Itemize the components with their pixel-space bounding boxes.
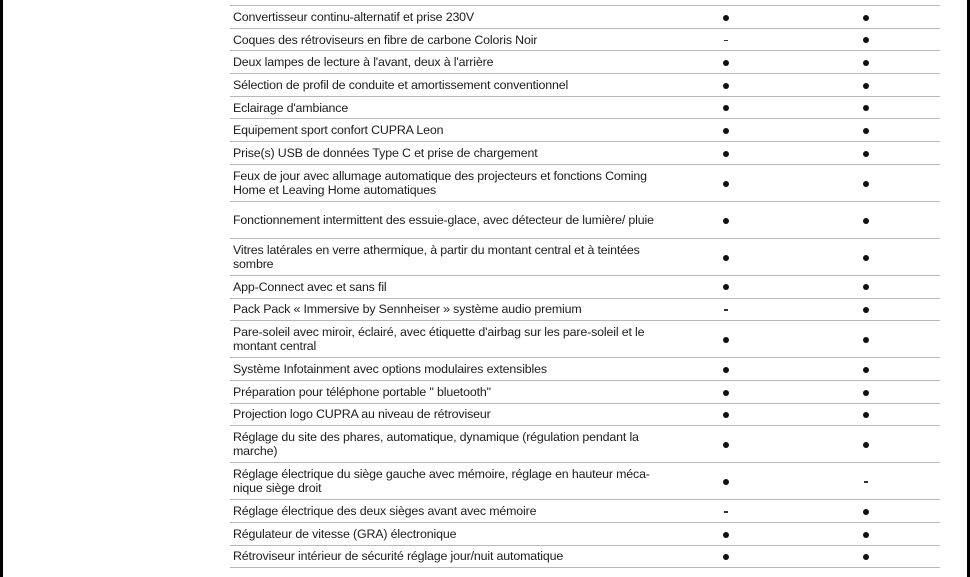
- dot-icon: [723, 532, 729, 538]
- dot-icon: [723, 128, 729, 134]
- dot-icon: [863, 390, 869, 396]
- dash-icon: [724, 511, 728, 513]
- trim-2-availability: [792, 362, 940, 376]
- dot-icon: [863, 367, 869, 373]
- trim-2-availability: [792, 385, 940, 399]
- dot-icon: [863, 442, 869, 448]
- dot-icon: [863, 218, 869, 224]
- trim-1-availability: [660, 123, 792, 137]
- dot-icon: [723, 390, 729, 396]
- trim-1-availability: [660, 332, 792, 346]
- feature-label: Feux de jour avec allumage automatique des projecteurs et fonctions Coming Home et Leaving Home automatiques: [233, 168, 647, 197]
- dot-icon: [723, 367, 729, 373]
- feature-label: Deux lampes de lecture à l'avant, deux à l'arrière: [233, 55, 494, 70]
- trim-1-availability: [660, 504, 792, 518]
- dot-icon: [863, 15, 869, 21]
- equipment-table: [230, 5, 940, 577]
- feature-label: App-Connect avec et sans fil: [233, 279, 387, 294]
- table-row-clipped: [230, 568, 940, 577]
- dot-icon: [863, 412, 869, 418]
- feature-label: Régulateur de vitesse (GRA) électronique: [233, 526, 457, 541]
- trim-2-availability: [792, 407, 940, 421]
- table-row: [230, 202, 940, 239]
- trim-1-availability: [660, 385, 792, 399]
- trim-2-availability: [792, 250, 940, 264]
- dot-icon: [723, 554, 729, 560]
- trim-1-availability: [660, 213, 792, 227]
- trim-1-availability: [660, 407, 792, 421]
- dot-icon: [723, 255, 729, 261]
- dot-icon: [723, 337, 729, 343]
- trim-2-availability: [792, 78, 940, 92]
- dot-icon: [723, 218, 729, 224]
- table-row: [230, 119, 940, 142]
- trim-1-availability: [660, 78, 792, 92]
- table-row: [230, 358, 940, 381]
- trim-1-availability: [660, 146, 792, 160]
- trim-2-availability: [792, 176, 940, 190]
- feature-label: Eclairage d'ambiance: [233, 100, 349, 115]
- trim-1-availability: [660, 280, 792, 294]
- dot-icon: [863, 307, 869, 313]
- dot-icon: [863, 60, 869, 66]
- table-row: [230, 500, 940, 523]
- feature-label: Convertisseur continu-alternatif et prise 230V: [233, 9, 475, 24]
- trim-2-availability: [792, 504, 940, 518]
- dot-icon: [863, 151, 869, 157]
- trim-1-availability: [660, 33, 792, 47]
- trim-2-availability: [792, 302, 940, 316]
- table-row: [230, 74, 940, 97]
- dot-icon: [723, 181, 729, 187]
- dash-icon: [724, 309, 728, 311]
- feature-label: Système Infotainment avec options modulaires extensibles: [233, 362, 547, 377]
- dot-icon: [723, 412, 729, 418]
- feature-label: Fonctionnement intermittent des essuie-glace, avec détecteur de lumière/ pluie: [233, 212, 654, 227]
- table-row: [230, 299, 940, 322]
- trim-1-availability: [660, 10, 792, 24]
- trim-2-availability: [792, 437, 940, 451]
- feature-label: Réglage électrique du siège gauche avec mémoire, réglage en hauteur méca-nique siège droit: [233, 467, 650, 496]
- dot-icon: [723, 479, 729, 485]
- trim-2-availability: [792, 213, 940, 227]
- feature-label: Equipement sport confort CUPRA Leon: [233, 123, 444, 138]
- left-border: [0, 0, 3, 577]
- trim-1-availability: [660, 527, 792, 541]
- feature-label: Prise(s) USB de données Type C et prise de chargement: [233, 145, 538, 160]
- dot-icon: [723, 151, 729, 157]
- trim-2-availability: [792, 527, 940, 541]
- table-row: [230, 426, 940, 463]
- table-row: [230, 404, 940, 427]
- feature-label: Réglage du site des phares, automatique, dynamique (régulation pendant la marche): [233, 430, 639, 459]
- feature-label: Réglage électrique des deux sièges avant avec mémoire: [233, 504, 537, 519]
- table-row: [230, 51, 940, 74]
- trim-1-availability: [660, 55, 792, 69]
- dash-icon: [724, 40, 728, 42]
- trim-2-availability: [792, 146, 940, 160]
- table-row: [230, 142, 940, 165]
- dot-icon: [863, 532, 869, 538]
- trim-2-availability: [792, 474, 940, 488]
- feature-label: Rétroviseur intérieur de sécurité réglage jour/nuit automatique: [233, 549, 564, 564]
- trim-2-availability: [792, 549, 940, 563]
- trim-1-availability: [660, 437, 792, 451]
- dot-icon: [863, 128, 869, 134]
- feature-label: Pare-soleil avec miroir, éclairé, avec étiquette d'airbag sur les pare-soleil et le montant central: [233, 325, 645, 354]
- table-row: [230, 463, 940, 500]
- table-row: [230, 165, 940, 202]
- dot-icon: [863, 37, 869, 43]
- feature-label: Coques des rétroviseurs en fibre de carbone Coloris Noir: [233, 32, 538, 47]
- dot-icon: [723, 83, 729, 89]
- feature-label: Préparation pour téléphone portable " bluetooth": [233, 384, 491, 399]
- feature-label: Pack Pack « Immersive by Sennheiser » système audio premium: [233, 302, 582, 317]
- dot-icon: [863, 284, 869, 290]
- feature-label: Sélection de profil de conduite et amortissement conventionnel: [233, 77, 569, 92]
- trim-2-availability: [792, 280, 940, 294]
- trim-2-availability: [792, 332, 940, 346]
- trim-2-availability: [792, 10, 940, 24]
- table-row: [230, 6, 940, 29]
- dot-icon: [863, 337, 869, 343]
- dot-icon: [863, 105, 869, 111]
- table-row: [230, 381, 940, 404]
- feature-label: Vitres latérales en verre athermique, à partir du montant central et à teintées sombre: [233, 242, 640, 271]
- trim-2-availability: [792, 55, 940, 69]
- dash-icon: [864, 481, 868, 483]
- trim-1-availability: [660, 549, 792, 563]
- dot-icon: [863, 83, 869, 89]
- trim-1-availability: [660, 474, 792, 488]
- table-row: [230, 523, 940, 546]
- feature-label: Projection logo CUPRA au niveau de rétroviseur: [233, 407, 491, 422]
- trim-2-availability: [792, 101, 940, 115]
- trim-1-availability: [660, 101, 792, 115]
- dot-icon: [723, 15, 729, 21]
- trim-1-availability: [660, 302, 792, 316]
- table-row: [230, 29, 940, 52]
- table-row: [230, 321, 940, 358]
- dot-icon: [863, 181, 869, 187]
- table-row: [230, 276, 940, 299]
- table-row: [230, 239, 940, 276]
- trim-2-availability: [792, 123, 940, 137]
- dot-icon: [723, 284, 729, 290]
- dot-icon: [863, 509, 869, 515]
- dot-icon: [863, 554, 869, 560]
- trim-1-availability: [660, 250, 792, 264]
- table-row: [230, 97, 940, 120]
- dot-icon: [723, 60, 729, 66]
- trim-1-availability: [660, 362, 792, 376]
- trim-2-availability: [792, 33, 940, 47]
- table-row: [230, 546, 940, 569]
- dot-icon: [863, 255, 869, 261]
- trim-1-availability: [660, 176, 792, 190]
- dot-icon: [723, 105, 729, 111]
- dot-icon: [723, 442, 729, 448]
